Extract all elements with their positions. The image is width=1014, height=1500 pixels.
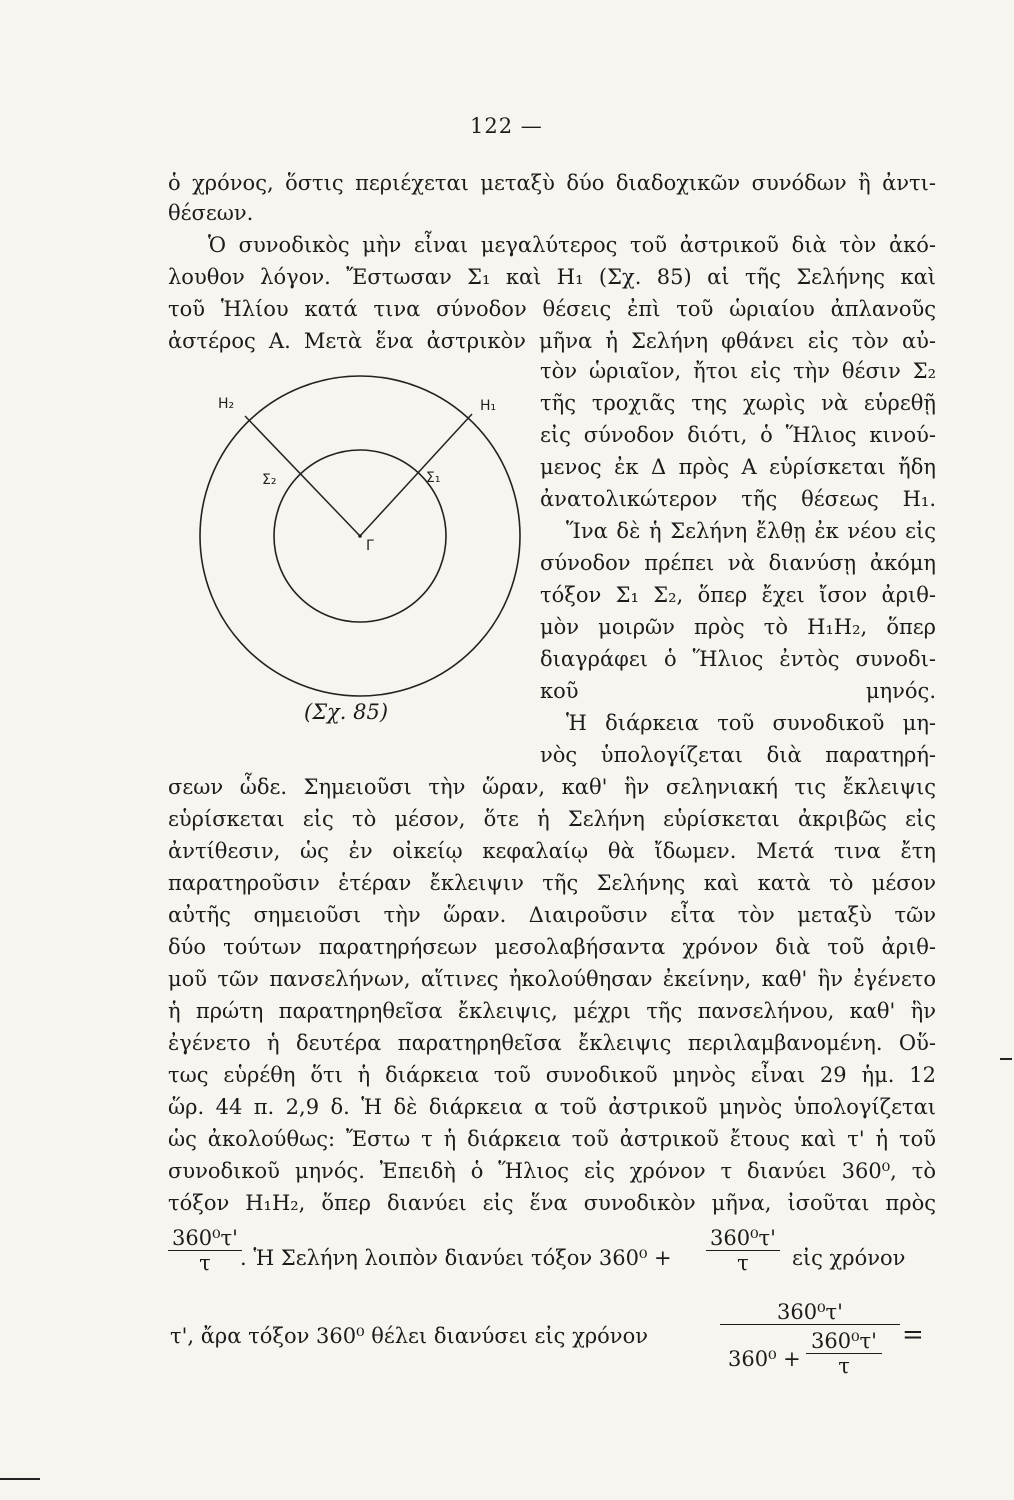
text-line: θέσεων. xyxy=(168,201,254,225)
label-gamma: Γ xyxy=(366,538,374,554)
label-s2: Σ₂ xyxy=(262,472,277,488)
text-line: ἀντίθεσιν, ὡς ἐν οἰκείῳ κεφαλαίῳ θὰ ἴδωμεν. Μετά τινα ἔτη xyxy=(168,839,936,863)
fraction-360t-over-t-2 xyxy=(706,1226,780,1275)
fraction-numerator: 360⁰τ' xyxy=(168,1226,242,1251)
text-line: τόξον Η₁Η₂, ὅπερ διανύει εἰς ἕνα συνοδικὸν μῆνα, ἰσοῦται πρὸς xyxy=(168,1191,936,1215)
formula-text: εἰς χρόνον xyxy=(792,1246,906,1270)
equals-sign: = xyxy=(902,1320,924,1350)
denominator-prefix: 360⁰ + xyxy=(728,1347,801,1371)
compound-fraction xyxy=(720,1300,900,1395)
text-line: σεων ὧδε. Σημειοῦσι τὴν ὥραν, καθ' ἣν σεληνιακή τις ἔκλειψις xyxy=(168,775,936,799)
text-line: ὥρ. 44 π. 2,9 δ. Ἡ δὲ διάρκεια α τοῦ ἀστρικοῦ μηνὸς ὑπολογίζεται xyxy=(168,1095,936,1119)
figure-85-diagram xyxy=(190,358,530,698)
label-h1: H₁ xyxy=(480,398,497,414)
text-line: τοῦ Ἡλίου κατά τινα σύνοδον θέσεις ἐπὶ τοῦ ὡριαίου ἀπλανοῦς xyxy=(168,297,936,321)
label-s1: Σ₁ xyxy=(426,470,441,486)
text-line: κοῦ μηνός. xyxy=(540,679,936,703)
text-line: σύνοδον πρέπει νὰ διανύσῃ ἀκόμη xyxy=(540,551,936,575)
inner-fraction xyxy=(806,1329,882,1378)
text-line: τὸν ὡριαῖον, ἤτοι εἰς τὴν θέσιν Σ₂ xyxy=(540,359,936,383)
text-line: Ὁ συνοδικὸς μὴν εἶναι μεγαλύτερος τοῦ ἀστρικοῦ διὰ τὸν ἀκό- xyxy=(208,233,936,257)
label-h2: H₂ xyxy=(218,396,235,412)
center-point xyxy=(358,534,362,538)
text-line: παρατηροῦσιν ἑτέραν ἔκλειψιν τῆς Σελήνης καὶ κατὰ τὸ μέσον xyxy=(168,871,936,895)
text-line: ἐγένετο ἡ δευτέρα παρατηρηθεῖσα ἔκλειψις περιλαμβανομένη. Οὕ- xyxy=(168,1031,936,1055)
text-line: ὁ χρόνος, ὅστις περιέχεται μεταξὺ δύο διαδοχικῶν συνόδων ἢ ἀντι- xyxy=(168,171,936,195)
text-line: εἰς σύνοδον διότι, ὁ Ἥλιος κινού- xyxy=(540,423,936,447)
text-line: τως εὑρέθη ὅτι ἡ διάρκεια τοῦ συνοδικοῦ μηνὸς εἶναι 29 ἡμ. 12 xyxy=(168,1063,936,1087)
scan-mark xyxy=(0,1478,40,1480)
text-line: μὸν μοιρῶν πρὸς τὸ Η₁Η₂, ὅπερ xyxy=(540,615,936,639)
text-line: τόξον Σ₁ Σ₂, ὅπερ ἔχει ἴσον ἀριθ- xyxy=(540,583,936,607)
text-line: ἀνατολικώτερον τῆς θέσεως Η₁. xyxy=(540,487,936,511)
fraction-numerator: 360⁰τ' xyxy=(706,1226,780,1251)
fraction-numerator: 360⁰τ' xyxy=(720,1300,900,1325)
text-line: ἡ πρώτη παρατηρηθεῖσα ἔκλειψις, μέχρι τῆς πανσελήνου, καθ' ἣν xyxy=(168,999,936,1023)
text-line: εὑρίσκεται εἰς τὸ μέσον, ὅτε ἡ Σελήνη εὑρίσκεται ἀκριβῶς εἰς xyxy=(168,807,936,831)
fraction-denominator xyxy=(720,1325,900,1395)
formula-text: . Ἡ Σελήνη λοιπὸν διανύει τόξον 360⁰ + xyxy=(240,1246,672,1270)
fraction-360t-over-t xyxy=(168,1226,242,1275)
fraction-denominator: τ xyxy=(199,1251,211,1275)
page-number: 122 — xyxy=(470,114,543,138)
scan-mark xyxy=(1000,1058,1012,1060)
text-line: δύο τούτων παρατηρήσεων μεσολαβήσαντα χρόνον διὰ τοῦ ἀριθ- xyxy=(168,935,936,959)
text-line: Ἵνα δὲ ἡ Σελήνη ἔλθῃ ἐκ νέου εἰς xyxy=(566,519,936,543)
text-line: νὸς ὑπολογίζεται διὰ παρατηρή- xyxy=(540,743,936,767)
text-line: ἀστέρος Α. Μετὰ ἕνα ἀστρικὸν μῆνα ἡ Σελήνη φθάνει εἰς τὸν αὐ- xyxy=(168,329,936,353)
text-line: αὐτῆς σημειοῦσι τὴν ὥραν. Διαιροῦσιν εἶτα τὸν μεταξὺ τῶν xyxy=(168,903,936,927)
text-line: Ἡ διάρκεια τοῦ συνοδικοῦ μη- xyxy=(566,711,936,735)
text-line: συνοδικοῦ μηνός. Ἐπειδὴ ὁ Ἥλιος εἰς χρόνον τ διανύει 360⁰, τὸ xyxy=(168,1159,936,1183)
formula-text: τ', ἄρα τόξον 360⁰ θέλει διανύσει εἰς χρόνον xyxy=(170,1324,648,1348)
inner-numerator: 360⁰τ' xyxy=(806,1329,882,1354)
text-line: ὡς ἀκολούθως: Ἔστω τ ἡ διάρκεια τοῦ ἀστρικοῦ ἔτους καὶ τ' ἡ τοῦ xyxy=(168,1127,936,1151)
text-line: μενος ἐκ Δ πρὸς Α εὑρίσκεται ἤδη xyxy=(540,455,936,479)
text-line: μοῦ τῶν πανσελήνων, αἵτινες ἠκολούθησαν ἐκείνην, καθ' ἣν ἐγένετο xyxy=(168,967,936,991)
text-line: λουθον λόγον. Ἔστωσαν Σ₁ καὶ Η₁ (Σχ. 85) αἱ τῆς Σελήνης καὶ xyxy=(168,265,936,289)
fraction-denominator: τ xyxy=(737,1251,749,1275)
text-line: διαγράφει ὁ Ἥλιος ἐντὸς συνοδι- xyxy=(540,647,936,671)
inner-denominator: τ xyxy=(838,1354,850,1378)
text-line: τῆς τροχιᾶς της χωρὶς νὰ εὑρεθῇ xyxy=(540,391,936,415)
figure-caption: (Σχ. 85) xyxy=(304,700,389,724)
radius-line-h1 xyxy=(360,414,472,536)
